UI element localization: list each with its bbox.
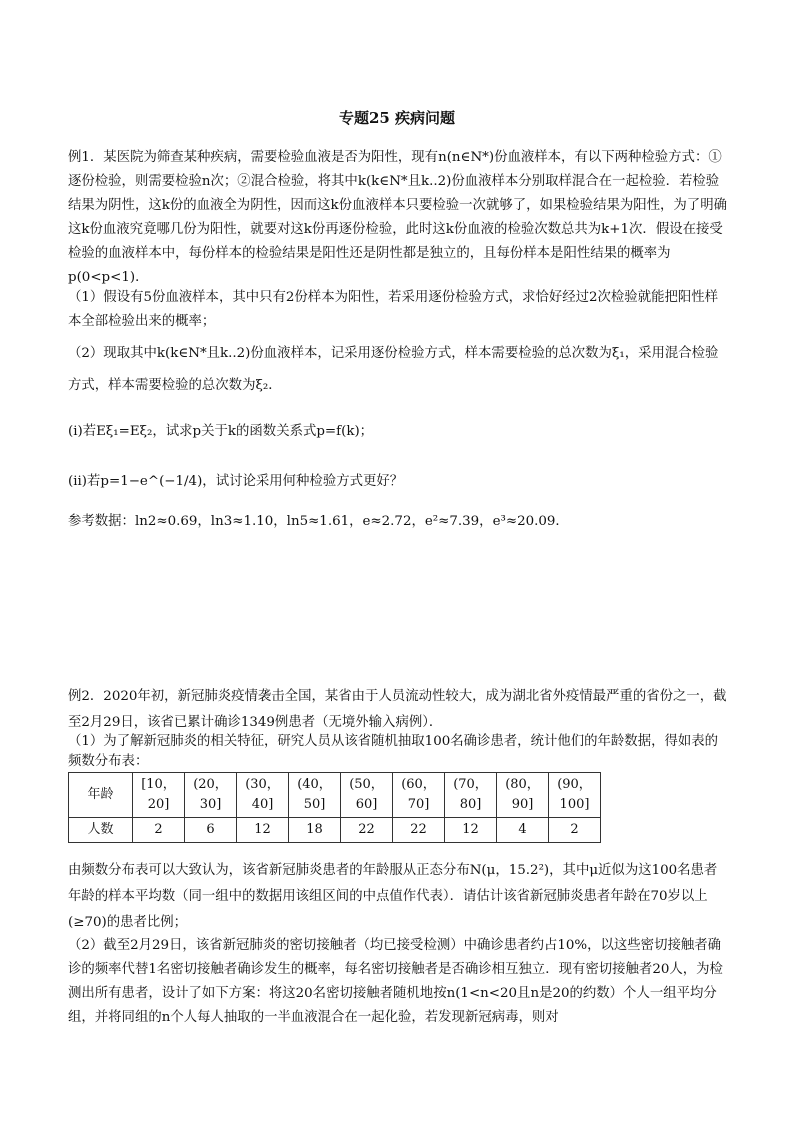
table-cell: (60，70] (393, 773, 445, 818)
table-row (69, 773, 601, 818)
reference-data: 参考数据：ln2≈0.69，ln3≈1.10，ln5≈1.61，e≈2.72，e²≈7.39，e³≈20.09． (68, 514, 569, 529)
table-cell: 22 (393, 818, 445, 843)
table-cell: 2 (549, 818, 601, 843)
table-cell: 2 (133, 818, 185, 843)
example2-normal-distribution-text: 由频数分布表可以大致认为，该省新冠肺炎患者的年龄服从正态分布N(μ，15.2²)，其中μ近似为这100名患者年龄的样本平均数（同一组中的数据用该组区间的中点值作代表）．请估计该省新冠肺炎患者年龄在70岁以上(≥70)的患者比例； (68, 863, 718, 930)
example1-statement: 例1．某医院为筛查某种疾病，需要检验血液是否为阳性，现有n(n∈N*)份血液样本，有以下两种检验方式：①逐份检验，则需要检验n次；②混合检验，将其中k(k∈N*且k..2)份血液样本分别取样混合在一起检验．若检验结果为阴性，这k份的血液全为阴性，因而这k份血液样本只要检验一次就够了，如果检验结果为阳性，为了明确这k份血液究竟哪几份为阳性，就要对这k份再逐份检验，此时这k份血液的检验次数总共为k+1次．假设在接受检验的血液样本中，每份样本的检验结果是阳性还是阴性都是独立的，且每份样本是阳性结果的概率为p(0<p<1)． (68, 150, 727, 285)
table-cell: (20，30] (185, 773, 237, 818)
example1-question2: （2）现取其中k(k∈N*且k..2)份血液样本，记采用逐份检验方式，样本需要检验的总次数为ξ₁，采用混合检验方式，样本需要检验的总次数为ξ₂． (68, 346, 719, 393)
table-cell: 18 (289, 818, 341, 843)
table-cell: (30，40] (237, 773, 289, 818)
table-cell: 12 (445, 818, 497, 843)
table-header-cell: 人数 (69, 818, 133, 843)
example2-question1: （1）为了解新冠肺炎的相关特征，研究人员从该省随机抽取100名确诊患者，统计他们的年龄数据，得如表的频数分布表： (68, 734, 719, 769)
table-cell: 6 (185, 818, 237, 843)
example2-statement: 例2．2020年初，新冠肺炎疫情袭击全国，某省由于人员流动性较大，成为湖北省外疫情最严重的省份之一，截至2月29日，该省已累计确诊1349例患者（无境外输入病例）． (68, 689, 727, 730)
example2-question2: （2）截至2月29日，该省新冠肺炎的密切接触者（均已接受检测）中确诊患者约占10%，以这些密切接触者确诊的频率代替1名密切接触者确诊发生的概率，每名密切接触者是否确诊相互独立．现有密切接触者20人，为检测出所有患者，设计了如下方案：将这20名密切接触者随机地按n(1<n<20且n是20的约数）个人一组平均分组，并将同组的n个人每人抽取的一半血液混合在一起化验，若发现新冠病毒，则对 (68, 938, 723, 1025)
example1-subquestion1: (i)若Eξ₁=Eξ₂，试求p关于k的函数关系式p=f(k)； (68, 424, 374, 439)
example1-question1: （1）假设有5份血液样本，其中只有2份样本为阳性，若采用逐份检验方式，求恰好经过2次检验就能把阳性样本全部检验出来的概率； (68, 290, 719, 329)
example1-subquestion2: (ii)若p=1−e^(−1/4)，试讨论采用何种检验方式更好？ (68, 474, 404, 489)
table-cell: (40，50] (289, 773, 341, 818)
frequency-table (68, 772, 601, 843)
table-cell: (70，80] (445, 773, 497, 818)
table-cell: [10，20] (133, 773, 185, 818)
table-cell: (80，90] (497, 773, 549, 818)
table-cell: (90，100] (549, 773, 601, 818)
table-cell: 4 (497, 818, 549, 843)
table-cell: (50，60] (341, 773, 393, 818)
table-cell: 12 (237, 818, 289, 843)
page-title: 专题25 疾病问题 (338, 109, 456, 127)
table-row (69, 818, 601, 843)
table-cell: 22 (341, 818, 393, 843)
table-header-cell: 年龄 (69, 773, 133, 818)
